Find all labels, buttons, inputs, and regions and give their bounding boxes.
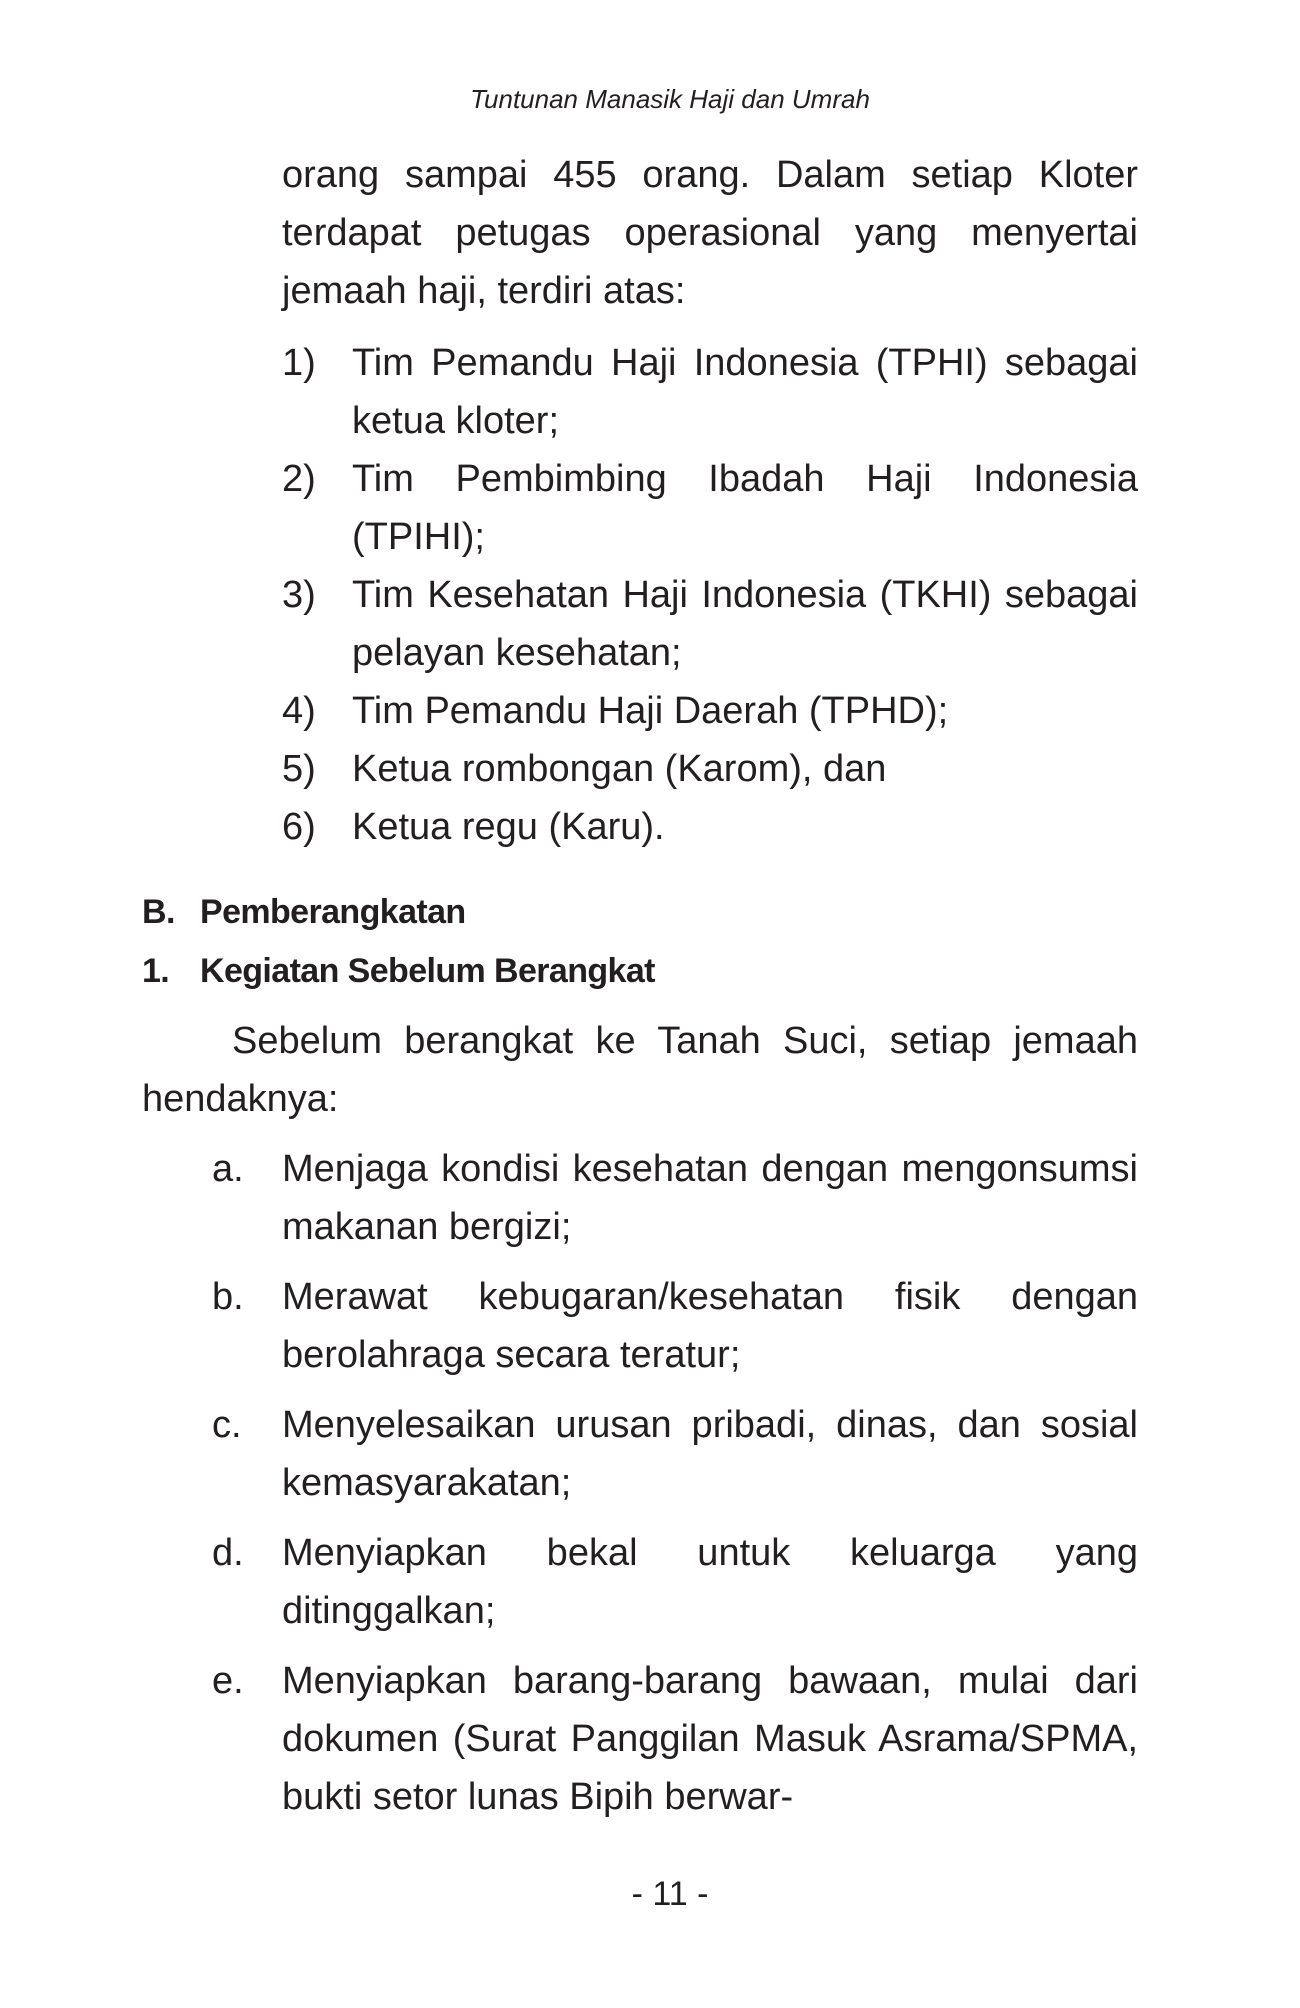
list-item-text: Tim Pembimbing Ibadah Haji Indonesia (TPIHI); bbox=[352, 458, 1138, 558]
list-item bbox=[212, 1396, 1138, 1512]
list-item-text: Merawat kebugaran/kesehatan fisik dengan berolahraga secara teratur; bbox=[282, 1276, 1138, 1376]
list-item-text: Tim Pemandu Haji Daerah (TPHD); bbox=[352, 690, 949, 732]
preparation-list bbox=[212, 1140, 1138, 1838]
list-item bbox=[212, 1652, 1138, 1826]
list-item-text: Tim Pemandu Haji Indonesia (TPHI) sebagai ketua kloter; bbox=[352, 342, 1138, 442]
list-item bbox=[282, 682, 1138, 740]
list-marker: 4) bbox=[282, 690, 316, 732]
list-item bbox=[212, 1268, 1138, 1384]
list-item bbox=[212, 1524, 1138, 1640]
subsection-title: Kegiatan Sebelum Berangkat bbox=[200, 952, 655, 990]
list-item-text: Menjaga kondisi kesehatan dengan mengonsumsi makanan bergizi; bbox=[282, 1148, 1138, 1248]
list-item-text: Menyiapkan barang-barang bawaan, mulai dari dokumen (Surat Panggilan Masuk Asrama/SPMA, bukti setor lunas Bipih berwar- bbox=[282, 1660, 1138, 1818]
intro-paragraph: orang sampai 455 orang. Dalam setiap Kloter terdapat petugas operasional yang menyertai jemaah haji, terdiri atas: bbox=[282, 154, 1138, 312]
list-marker: 2) bbox=[282, 458, 316, 500]
section-marker: B. bbox=[142, 893, 175, 931]
list-item-text: Ketua regu (Karu). bbox=[352, 806, 665, 848]
page-number: - 11 - bbox=[631, 1875, 709, 1913]
list-item bbox=[212, 1140, 1138, 1256]
list-marker: 1) bbox=[282, 342, 316, 384]
list-item-text: Menyiapkan bekal untuk keluarga yang ditinggalkan; bbox=[282, 1532, 1138, 1632]
list-item-text: Tim Kesehatan Haji Indonesia (TKHI) sebagai pelayan kesehatan; bbox=[352, 574, 1138, 674]
list-marker: 3) bbox=[282, 574, 316, 616]
list-item bbox=[282, 740, 1138, 798]
subsection-heading bbox=[142, 951, 655, 991]
officers-list bbox=[282, 334, 1138, 856]
list-item bbox=[282, 450, 1138, 566]
body-paragraph: Sebelum berangkat ke Tanah Suci, setiap jemaah hendaknya: bbox=[142, 1020, 1138, 1120]
list-marker: d. bbox=[212, 1532, 244, 1574]
list-item-text: Ketua rombongan (Karom), dan bbox=[352, 748, 887, 790]
list-marker: c. bbox=[212, 1404, 242, 1446]
list-marker: 5) bbox=[282, 748, 316, 790]
list-item bbox=[282, 798, 1138, 856]
list-item bbox=[282, 566, 1138, 682]
subsection-marker: 1. bbox=[142, 952, 170, 990]
list-item-text: Menyelesaikan urusan pribadi, dinas, dan sosial kemasyarakatan; bbox=[282, 1404, 1138, 1504]
list-marker: b. bbox=[212, 1276, 244, 1318]
list-item bbox=[282, 334, 1138, 450]
list-marker: 6) bbox=[282, 806, 316, 848]
list-marker: e. bbox=[212, 1660, 244, 1702]
section-heading bbox=[142, 892, 466, 932]
section-title: Pemberangkatan bbox=[200, 893, 466, 931]
running-header: Tuntunan Manasik Haji dan Umrah bbox=[470, 84, 870, 114]
list-marker: a. bbox=[212, 1148, 244, 1190]
